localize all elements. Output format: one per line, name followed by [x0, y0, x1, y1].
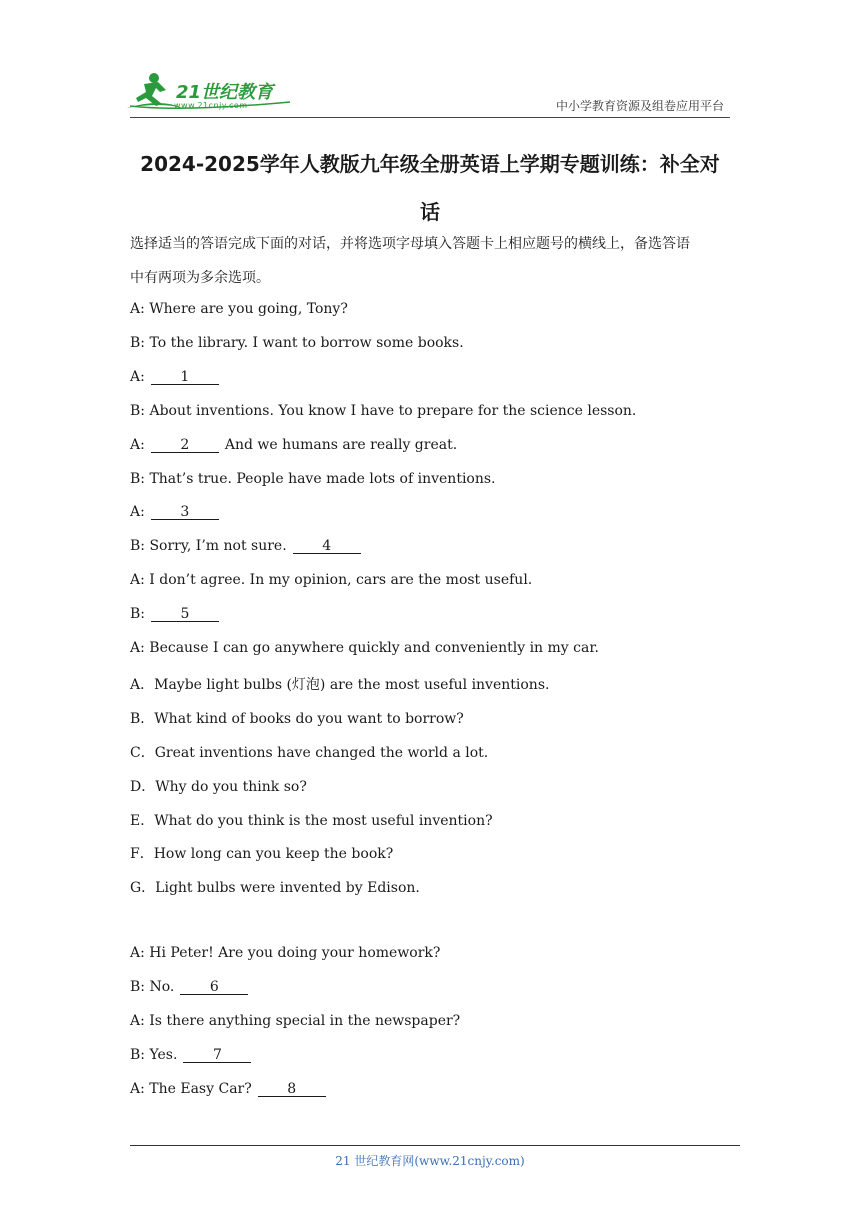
dialogue1-line [130, 369, 219, 385]
dialogue-text: A: Is there anything special in the newspaper? [130, 1012, 461, 1029]
dialogue-text: A: I don’t agree. In my opinion, cars are the most useful. [130, 572, 533, 589]
dialogue-text: B: Sorry, I’m not sure. [130, 538, 287, 555]
answer-blank[interactable]: 6 [180, 980, 248, 995]
dialogue1-line [130, 403, 636, 419]
dialogue-text: A: [130, 436, 145, 453]
page-title [130, 140, 730, 236]
dialogue2-line [130, 1013, 460, 1029]
dialogue1-line [130, 504, 219, 520]
answer-blank[interactable]: 7 [183, 1048, 251, 1063]
dialogue-text: B: [130, 606, 146, 623]
answer-blank[interactable]: 2 [151, 438, 219, 453]
dialogue-text: A: Hi Peter! Are you doing your homework? [130, 945, 441, 962]
answer-blank[interactable]: 4 [293, 539, 361, 554]
answer-blank[interactable]: 8 [258, 1082, 326, 1097]
dialogue1-line [130, 606, 219, 622]
dialogue-text: B: No. [130, 979, 175, 995]
answer-blank[interactable]: 3 [151, 505, 219, 520]
footer-divider [130, 1145, 740, 1146]
dialogue-text: B: That’s true. People have made lots of inventions. [130, 470, 496, 487]
option-item: A．Maybe light bulbs (灯泡) are the most useful inventions. [130, 676, 550, 693]
dialogue-text: B: Yes. [130, 1046, 178, 1063]
option-item: F．How long can you keep the book? [130, 846, 394, 863]
instructions-line-1: 选择适当的答语完成下面的对话，并将选项字母填入答题卡上相应题号的横线上，备选答语 [130, 236, 690, 252]
logo-text: 21世纪教育 [176, 82, 274, 103]
dialogue-text-after: And we humans are really great. [224, 436, 458, 453]
header-divider [130, 117, 730, 118]
dialogue1-line [130, 538, 361, 554]
dialogue-text: B: To the library. I want to borrow some books. [130, 334, 464, 351]
dialogue-text: A: Where are you going, Tony? [130, 301, 348, 317]
dialogue2-line [130, 1047, 251, 1063]
option-item: G．Light bulbs were invented by Edison. [130, 880, 420, 897]
header-platform-label: 中小学教育资源及组卷应用平台 [555, 99, 724, 113]
title-line-1: 2024-2025学年人教版九年级全册英语上学期专题训练：补全对 [140, 152, 720, 176]
dialogue1-line [130, 640, 599, 656]
dialogue-text: A: The Easy Car? [130, 1080, 252, 1097]
dialogue2-line [130, 979, 248, 995]
option-item: D．Why do you think so? [130, 778, 307, 795]
dialogue-text: A: Because I can go anywhere quickly and conveniently in my car. [130, 640, 599, 656]
dialogue-text: A: [130, 504, 145, 521]
dialogue-text: A: [130, 368, 145, 385]
dialogue2-line [130, 1081, 326, 1097]
dialogue1-line [130, 301, 348, 317]
answer-blank[interactable]: 1 [151, 370, 219, 385]
dialogue1-line [130, 335, 464, 351]
dialogue-text: B: About inventions. You know I have to prepare for the science lesson. [130, 402, 637, 419]
option-item: B．What kind of books do you want to borrow? [130, 710, 464, 727]
dialogue1-line [130, 471, 496, 487]
footer-text: 21 世纪教育网(www.21cnjy.com) [335, 1154, 525, 1168]
dialogue1-line [130, 437, 457, 453]
dialogue1-line [130, 572, 532, 588]
logo-url: www.21cnjy.com [174, 101, 248, 110]
dialogue2-line [130, 945, 440, 961]
option-item: E．What do you think is the most useful invention? [130, 812, 493, 829]
title-line-2: 话 [420, 200, 440, 224]
option-item: C．Great inventions have changed the world a lot. [130, 744, 489, 761]
instructions-line-2: 中有两项为多余选项。 [130, 270, 270, 286]
answer-blank[interactable]: 5 [151, 607, 219, 622]
